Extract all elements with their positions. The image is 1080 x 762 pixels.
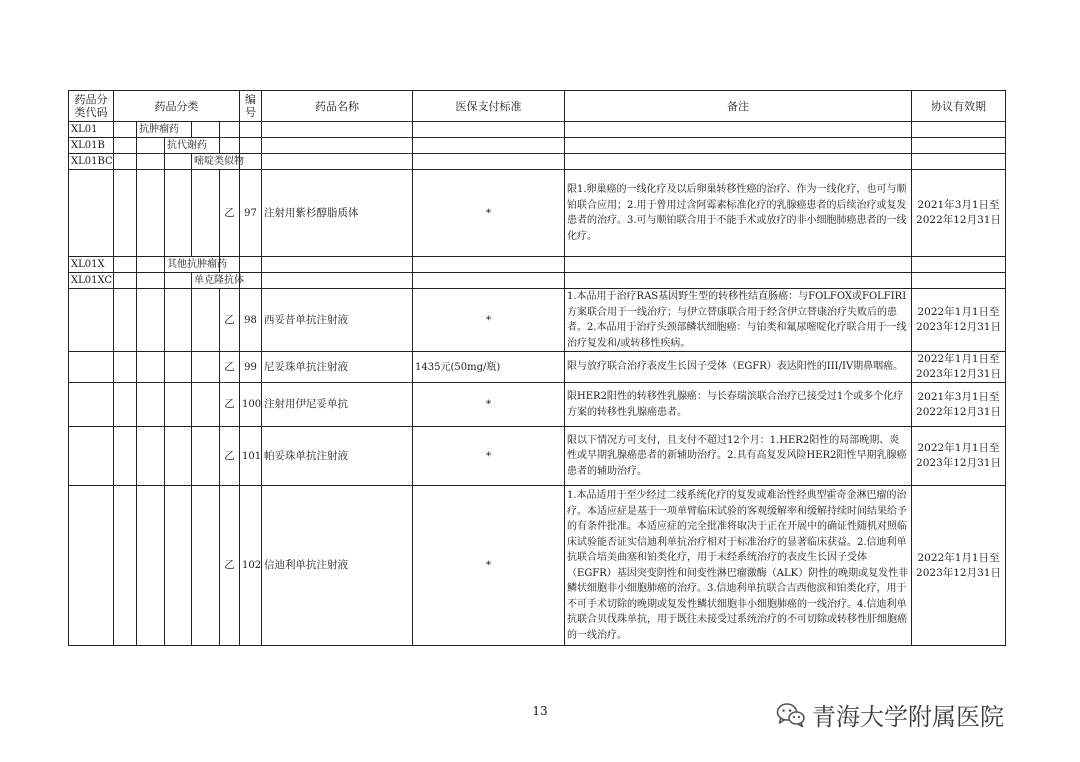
drug-name: 帕妥珠单抗注射液 xyxy=(262,427,413,486)
category-name: 嘧啶类似物 xyxy=(192,154,240,170)
drug-row xyxy=(69,427,1006,486)
payment-standard: 1435元(50mg/瓶) xyxy=(413,352,565,383)
category-code: XL01 xyxy=(69,122,114,138)
category-code: XL01XC xyxy=(69,273,114,289)
drug-number: 97 xyxy=(240,170,262,257)
payment-standard: * xyxy=(413,289,565,352)
drug-remark: 限以下情况方可支付，且支付不超过12个月：1.HER2阳性的局部晚期、炎性或早期乳腺癌患者的新辅助治疗。2.具有高复发风险HER2阳性早期乳腺癌患者的辅助治疗。 xyxy=(565,427,912,486)
drug-name: 尼妥珠单抗注射液 xyxy=(262,352,413,383)
drug-name: 注射用紫杉醇脂质体 xyxy=(262,170,413,257)
period-start: 2022年1月1日至 xyxy=(917,353,1000,365)
period-end: 2023年12月31日 xyxy=(916,368,1001,380)
drug-type: 乙 xyxy=(220,289,240,352)
category-name: 单克隆抗体 xyxy=(192,273,240,289)
drug-type: 乙 xyxy=(220,170,240,257)
wechat-icon xyxy=(776,702,806,728)
drug-row xyxy=(69,486,1006,646)
category-name: 抗肿瘤药 xyxy=(137,122,192,138)
drug-remark: 1.本品用于治疗RAS基因野生型的转移性结直肠癌：与FOLFOX或FOLFIRI方案联合用于一线治疗；与伊立替康联合用于经含伊立替康治疗失败后的患者。2.本品用于治疗头颈部鳞状细胞癌：与铂类和氟尿嘧啶化疗联合用于一线治疗复发和/或转移性疾病。 xyxy=(565,289,912,352)
drug-name: 信迪利单抗注射液 xyxy=(262,486,413,646)
drug-name: 西妥昔单抗注射液 xyxy=(262,289,413,352)
drug-list-table xyxy=(68,90,1006,646)
drug-remark: 限与放疗联合治疗表皮生长因子受体（EGFR）表达阳性的III/IV期鼻咽癌。 xyxy=(565,352,912,383)
drug-row xyxy=(69,289,1006,352)
drug-row xyxy=(69,170,1006,257)
drug-number: 102 xyxy=(240,486,262,646)
validity-period xyxy=(912,170,1006,257)
drug-type: 乙 xyxy=(220,486,240,646)
drug-name: 注射用伊尼妥单抗 xyxy=(262,383,413,427)
drug-remark: 1.本品适用于至少经过二线系统化疗的复发或难治性经典型霍奇金淋巴瘤的治疗。本适应症是基于一项单臂临床试验的客观缓解率和缓解持续时间结果给予的有条件批准。本适应症的完全批准将取决于正在开展中的确证性随机对照临床试验能否证实信迪利单抗治疗相对于标准治疗的显著临床获益。2.信迪利单抗联合培美曲塞和铂类化疗，用于未经系统治疗的表皮生长因子受体（EGFR）基因突变阴性和间变性淋巴瘤激酶（ALK）阴性的晚期或复发性非鳞状细胞非小细胞肺癌的治疗。3.信迪利单抗联合吉西他滨和铂类化疗，用于不可手术切除的晚期或复发性鳞状细胞非小细胞肺癌的一线治疗。4.信迪利单抗联合贝伐珠单抗，用于既往未接受过系统治疗的不可切除或转移性肝细胞癌的一线治疗。 xyxy=(565,486,912,646)
period-end: 2022年12月31日 xyxy=(916,214,1001,226)
validity-period xyxy=(912,486,1006,646)
period-start: 2021年3月1日至 xyxy=(917,390,1000,403)
period-start: 2021年3月1日至 xyxy=(917,199,1000,211)
period-start: 2022年1月1日至 xyxy=(917,442,1000,454)
payment-standard: * xyxy=(413,486,565,646)
validity-period xyxy=(912,427,1006,486)
drug-remark: 限HER2阳性的转移性乳腺癌：与长春瑞滨联合治疗已接受过1个或多个化疗方案的转移性乳腺癌患者。 xyxy=(565,383,912,427)
category-name: 抗代谢药 xyxy=(165,138,220,154)
page-number: 13 xyxy=(532,704,548,718)
payment-standard: * xyxy=(413,383,565,427)
period-start: 2022年1月1日至 xyxy=(917,306,1000,318)
header-remarks: 备注 xyxy=(565,91,912,122)
drug-number: 101 xyxy=(240,427,262,486)
period-end: 2022年12月31日 xyxy=(916,405,1001,418)
period-end: 2023年12月31日 xyxy=(916,566,1001,579)
payment-standard: * xyxy=(413,170,565,257)
drug-type: 乙 xyxy=(220,427,240,486)
drug-number: 98 xyxy=(240,289,262,352)
header-validity-period: 协议有效期 xyxy=(912,91,1006,122)
header-payment-standard: 医保支付标准 xyxy=(413,91,565,122)
category-name: 其他抗肿瘤药 xyxy=(165,257,220,273)
category-code: XL01X xyxy=(69,257,114,273)
drug-type: 乙 xyxy=(220,383,240,427)
watermark-text: 青海大学附属医院 xyxy=(812,703,1004,731)
category-row xyxy=(69,257,1006,273)
period-end: 2023年12月31日 xyxy=(916,457,1001,469)
header-category-code: 药品分类代码 xyxy=(69,91,114,122)
drug-type: 乙 xyxy=(220,352,240,383)
period-start: 2022年1月1日至 xyxy=(917,551,1000,564)
payment-standard: * xyxy=(413,427,565,486)
category-code: XL01B xyxy=(69,138,114,154)
validity-period xyxy=(912,383,1006,427)
header-category: 药品分类 xyxy=(114,91,240,122)
header-number: 编号 xyxy=(240,91,262,122)
period-end: 2023年12月31日 xyxy=(916,321,1001,333)
category-row xyxy=(69,138,1006,154)
watermark xyxy=(776,697,1004,732)
drug-remark: 限1.卵巢癌的一线化疗及以后卵巢转移性癌的治疗、作为一线化疗，也可与顺铂联合应用；2.用于曾用过含阿霉素标准化疗的乳腺癌患者的后续治疗或复发患者的治疗。3.可与顺铂联合用于不能手术或放疗的非小细胞肺癌患者的一线化疗。 xyxy=(565,170,912,257)
category-code: XL01BC xyxy=(69,154,114,170)
drug-number: 99 xyxy=(240,352,262,383)
drug-row xyxy=(69,352,1006,383)
drug-row xyxy=(69,383,1006,427)
validity-period xyxy=(912,289,1006,352)
category-row xyxy=(69,122,1006,138)
table-header-row xyxy=(69,91,1006,122)
validity-period xyxy=(912,352,1006,383)
category-row xyxy=(69,154,1006,170)
drug-number: 100 xyxy=(240,383,262,427)
header-drug-name: 药品名称 xyxy=(262,91,413,122)
category-row xyxy=(69,273,1006,289)
